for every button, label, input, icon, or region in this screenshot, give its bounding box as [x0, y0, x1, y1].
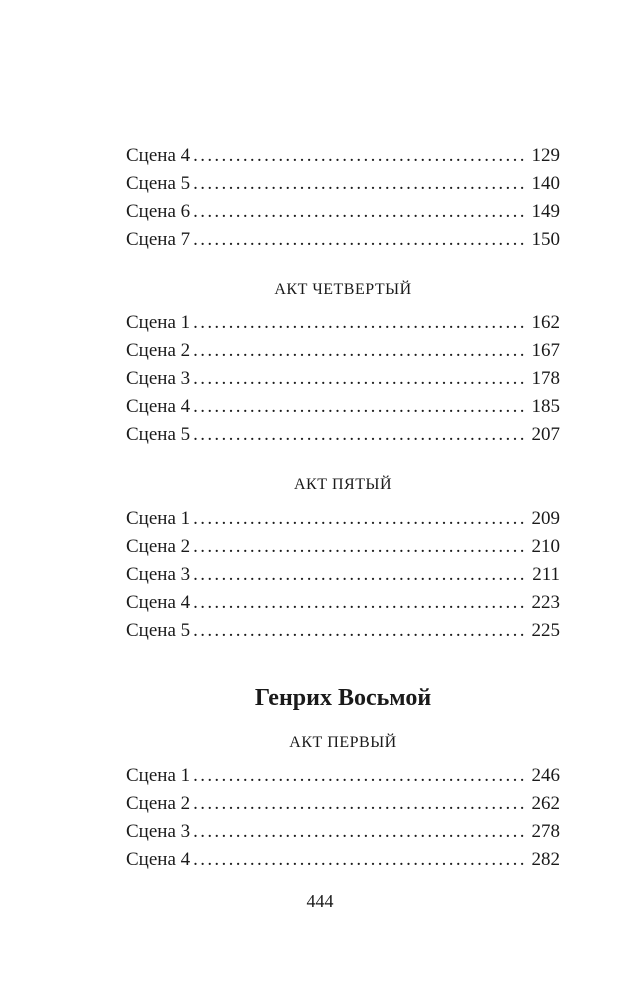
page-number: 444	[306, 891, 334, 911]
leader-dots	[193, 589, 527, 617]
toc-entry	[126, 365, 560, 393]
toc-entry	[126, 762, 560, 790]
page-ref: 167	[531, 340, 560, 361]
page-ref: 129	[531, 145, 560, 166]
scene-label: Сцена 5	[126, 620, 191, 641]
page-ref: 178	[531, 368, 560, 389]
page-ref: 207	[531, 424, 560, 445]
scene-label: Сцена 2	[126, 793, 191, 814]
page-ref: 185	[531, 396, 560, 417]
toc-entry	[126, 818, 560, 846]
act-heading: АКТ ПЕРВЫЙ	[289, 734, 397, 751]
leader-dots	[193, 790, 527, 818]
scene-label: Сцена 4	[126, 592, 191, 613]
page-ref: 162	[531, 312, 560, 333]
toc-entry	[126, 533, 560, 561]
toc-entry	[126, 226, 560, 254]
page-ref: 211	[532, 564, 560, 585]
toc-entry	[126, 589, 560, 617]
scene-label: Сцена 5	[126, 173, 191, 194]
scene-label: Сцена 1	[126, 312, 191, 333]
leader-dots	[193, 421, 527, 449]
page-ref: 209	[531, 508, 560, 529]
page-ref: 282	[531, 849, 560, 870]
act-heading: АКТ ЧЕТВЕРТЫЙ	[274, 281, 412, 298]
toc-entry	[126, 421, 560, 449]
page-ref: 210	[531, 536, 560, 557]
toc-entry	[126, 846, 560, 874]
play-title: Генрих Восьмой	[254, 685, 432, 711]
scene-label: Сцена 3	[126, 368, 191, 389]
leader-dots	[193, 337, 527, 365]
act-heading: АКТ ПЯТЫЙ	[293, 476, 392, 493]
scene-label: Сцена 3	[126, 821, 191, 842]
toc-entry	[126, 617, 560, 645]
toc-entry	[126, 198, 560, 226]
leader-dots	[193, 365, 527, 393]
toc-entry	[126, 790, 560, 818]
scene-label: Сцена 3	[126, 564, 191, 585]
leader-dots	[193, 818, 527, 846]
page-ref: 223	[531, 592, 560, 613]
toc-entry	[126, 142, 560, 170]
scene-label: Сцена 4	[126, 849, 191, 870]
scene-label: Сцена 5	[126, 424, 191, 445]
leader-dots	[193, 226, 527, 254]
leader-dots	[193, 170, 527, 198]
scene-label: Сцена 4	[126, 145, 191, 166]
page-ref: 140	[531, 173, 560, 194]
page-ref: 246	[531, 765, 560, 786]
leader-dots	[193, 309, 527, 337]
scene-label: Сцена 2	[126, 536, 191, 557]
toc-entry	[126, 561, 560, 589]
toc-entry	[126, 393, 560, 421]
leader-dots	[193, 533, 527, 561]
leader-dots	[193, 198, 527, 226]
leader-dots	[193, 561, 528, 589]
scene-label: Сцена 7	[126, 229, 191, 250]
toc-entry	[126, 505, 560, 533]
scene-label: Сцена 2	[126, 340, 191, 361]
toc-entry	[126, 337, 560, 365]
page-ref: 278	[531, 821, 560, 842]
page-ref: 150	[531, 229, 560, 250]
toc-entry	[126, 309, 560, 337]
page-ref: 262	[531, 793, 560, 814]
page-ref: 225	[531, 620, 560, 641]
scene-label: Сцена 6	[126, 201, 191, 222]
leader-dots	[193, 762, 527, 790]
scene-label: Сцена 4	[126, 396, 191, 417]
scene-label: Сцена 1	[126, 765, 191, 786]
toc-entry	[126, 170, 560, 198]
leader-dots	[193, 617, 527, 645]
leader-dots	[193, 505, 527, 533]
leader-dots	[193, 142, 527, 170]
page-ref: 149	[531, 201, 560, 222]
scene-label: Сцена 1	[126, 508, 191, 529]
leader-dots	[193, 846, 527, 874]
leader-dots	[193, 393, 527, 421]
